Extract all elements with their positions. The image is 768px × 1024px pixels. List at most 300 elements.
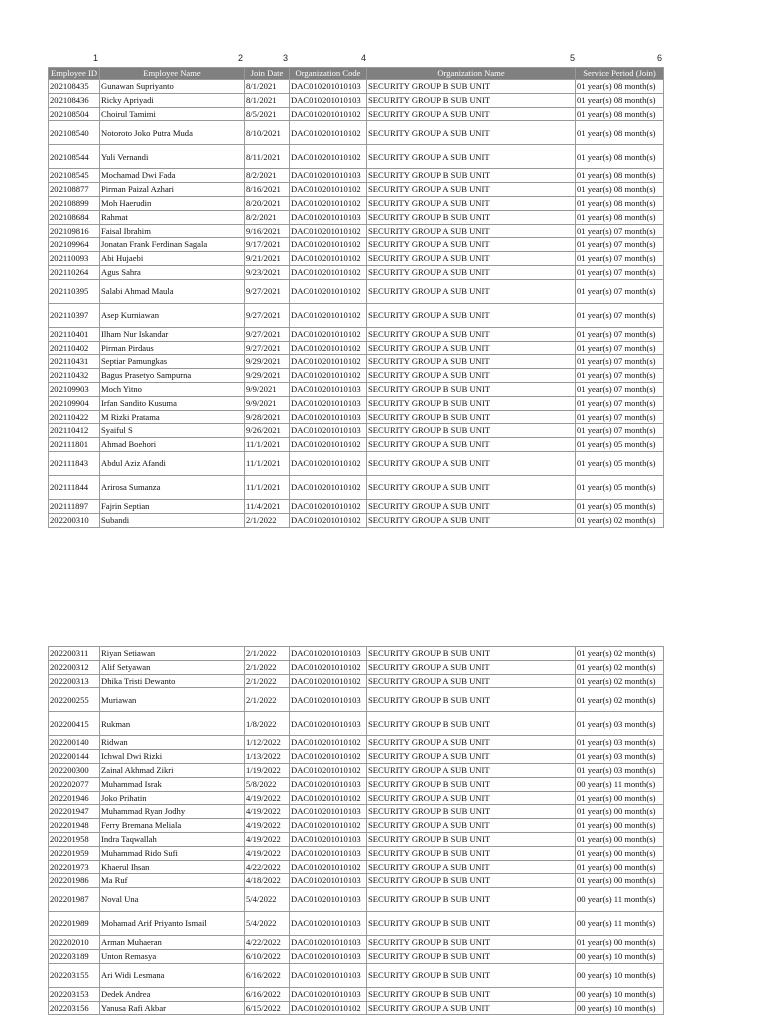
organization-code-cell: DAC010201010102 xyxy=(290,736,367,750)
organization-code-cell: DAC010201010102 xyxy=(290,660,367,674)
join-date-cell: 4/22/2022 xyxy=(245,860,290,874)
join-date-cell: 9/27/2021 xyxy=(245,279,290,303)
employee-name-cell: Alif Setyawan xyxy=(100,660,245,674)
join-date-cell: 8/1/2021 xyxy=(245,80,290,94)
join-date-cell: 9/27/2021 xyxy=(245,327,290,341)
table-row xyxy=(49,341,664,355)
employee-name-cell: Mochamad Dwi Fada xyxy=(100,169,245,183)
join-date-cell: 2/1/2022 xyxy=(245,674,290,688)
organization-code-cell: DAC010201010102 xyxy=(290,674,367,688)
join-date-cell: 2/1/2022 xyxy=(245,660,290,674)
organization-name-cell: SECURITY GROUP B SUB UNIT xyxy=(367,987,576,1001)
organization-code-cell: DAC010201010103 xyxy=(290,963,367,987)
table-row xyxy=(49,327,664,341)
employee-name-cell: Muhammad Ryan Jodhy xyxy=(100,805,245,819)
join-date-cell: 6/16/2022 xyxy=(245,963,290,987)
service-period-cell: 01 year(s) 00 month(s) xyxy=(576,874,664,888)
employee-name-cell: Salabi Ahmad Maula xyxy=(100,279,245,303)
employee-id-cell: 202108545 xyxy=(49,169,100,183)
table-row xyxy=(49,647,664,661)
service-period-cell: 01 year(s) 02 month(s) xyxy=(576,647,664,661)
service-period-cell: 01 year(s) 07 month(s) xyxy=(576,265,664,279)
table-row xyxy=(49,712,664,736)
table-row xyxy=(49,410,664,424)
organization-name-cell: SECURITY GROUP A SUB UNIT xyxy=(367,791,576,805)
column-number: 5 xyxy=(570,53,576,63)
table-row xyxy=(49,846,664,860)
table-row xyxy=(49,874,664,888)
organization-name-cell: SECURITY GROUP A SUB UNIT xyxy=(367,438,576,452)
service-period-cell: 01 year(s) 03 month(s) xyxy=(576,712,664,736)
table-row xyxy=(49,736,664,750)
organization-name-cell: SECURITY GROUP A SUB UNIT xyxy=(367,107,576,121)
organization-name-cell: SECURITY GROUP B SUB UNIT xyxy=(367,169,576,183)
service-period-cell: 01 year(s) 00 month(s) xyxy=(576,805,664,819)
service-period-cell: 01 year(s) 05 month(s) xyxy=(576,499,664,513)
service-period-cell: 01 year(s) 07 month(s) xyxy=(576,424,664,438)
organization-code-cell: DAC010201010103 xyxy=(290,712,367,736)
organization-name-cell: SECURITY GROUP A SUB UNIT xyxy=(367,265,576,279)
service-period-cell: 01 year(s) 08 month(s) xyxy=(576,107,664,121)
organization-name-cell: SECURITY GROUP A SUB UNIT xyxy=(367,1001,576,1015)
service-period-cell: 01 year(s) 08 month(s) xyxy=(576,183,664,197)
employee-name-cell: Choirul Tamimi xyxy=(100,107,245,121)
organization-code-cell: DAC010201010102 xyxy=(290,819,367,833)
organization-code-cell: DAC010201010103 xyxy=(290,987,367,1001)
employee-id-cell: 202111844 xyxy=(49,475,100,499)
employee-name-cell: Pirman Paizal Azhari xyxy=(100,183,245,197)
service-period-cell: 01 year(s) 00 month(s) xyxy=(576,791,664,805)
employee-id-cell: 202202077 xyxy=(49,777,100,791)
join-date-cell: 4/19/2022 xyxy=(245,846,290,860)
employee-id-cell: 202110401 xyxy=(49,327,100,341)
service-period-cell: 01 year(s) 08 month(s) xyxy=(576,93,664,107)
employee-name-cell: Irfan Sandito Kusuma xyxy=(100,396,245,410)
organization-code-cell: DAC010201010103 xyxy=(290,424,367,438)
service-period-cell: 01 year(s) 07 month(s) xyxy=(576,327,664,341)
organization-name-cell: SECURITY GROUP B SUB UNIT xyxy=(367,396,576,410)
table-row xyxy=(49,860,664,874)
employee-name-cell: Arirosa Sumanza xyxy=(100,475,245,499)
employee-name-cell: Arman Muhaeran xyxy=(100,936,245,950)
organization-code-cell: DAC010201010102 xyxy=(290,513,367,527)
employee-id-cell: 202109964 xyxy=(49,238,100,252)
service-period-cell: 01 year(s) 08 month(s) xyxy=(576,121,664,145)
join-date-cell: 4/22/2022 xyxy=(245,936,290,950)
table-row xyxy=(49,936,664,950)
organization-code-cell: DAC010201010102 xyxy=(290,1001,367,1015)
organization-code-cell: DAC010201010102 xyxy=(290,145,367,169)
join-date-cell: 11/4/2021 xyxy=(245,499,290,513)
join-date-cell: 9/23/2021 xyxy=(245,265,290,279)
employee-id-cell: 202201987 xyxy=(49,888,100,912)
service-period-cell: 00 year(s) 11 month(s) xyxy=(576,912,664,936)
organization-name-cell: SECURITY GROUP B SUB UNIT xyxy=(367,936,576,950)
employee-name-cell: Pirman Pirdaus xyxy=(100,341,245,355)
organization-name-cell: SECURITY GROUP B SUB UNIT xyxy=(367,846,576,860)
employee-id-cell: 202110422 xyxy=(49,410,100,424)
organization-code-cell: DAC010201010103 xyxy=(290,832,367,846)
join-date-cell: 6/16/2022 xyxy=(245,987,290,1001)
organization-code-cell: DAC010201010103 xyxy=(290,210,367,224)
service-period-cell: 00 year(s) 10 month(s) xyxy=(576,1001,664,1015)
join-date-cell: 2/1/2022 xyxy=(245,647,290,661)
join-date-cell: 1/13/2022 xyxy=(245,750,290,764)
employee-id-cell: 202109904 xyxy=(49,396,100,410)
organization-name-cell: SECURITY GROUP B SUB UNIT xyxy=(367,647,576,661)
table-row xyxy=(49,80,664,94)
join-date-cell: 8/5/2021 xyxy=(245,107,290,121)
join-date-cell: 8/1/2021 xyxy=(245,93,290,107)
employee-id-cell: 202201946 xyxy=(49,791,100,805)
service-period-cell: 01 year(s) 07 month(s) xyxy=(576,410,664,424)
organization-code-cell: DAC010201010102 xyxy=(290,327,367,341)
organization-code-cell: DAC010201010103 xyxy=(290,80,367,94)
join-date-cell: 5/4/2022 xyxy=(245,888,290,912)
table-row xyxy=(49,107,664,121)
organization-name-cell: SECURITY GROUP B SUB UNIT xyxy=(367,712,576,736)
join-date-cell: 1/19/2022 xyxy=(245,763,290,777)
organization-name-cell: SECURITY GROUP A SUB UNIT xyxy=(367,819,576,833)
organization-code-cell: DAC010201010103 xyxy=(290,647,367,661)
organization-code-cell: DAC010201010103 xyxy=(290,396,367,410)
employee-id-cell: 202200310 xyxy=(49,513,100,527)
organization-name-cell: SECURITY GROUP B SUB UNIT xyxy=(367,912,576,936)
table-row xyxy=(49,279,664,303)
employee-name-cell: Agus Sahra xyxy=(100,265,245,279)
employee-table-top xyxy=(48,67,664,528)
organization-name-cell: SECURITY GROUP B SUB UNIT xyxy=(367,688,576,712)
organization-code-cell: DAC010201010102 xyxy=(290,238,367,252)
table-row xyxy=(49,832,664,846)
column-number: 1 xyxy=(93,53,99,63)
employee-name-cell: M Rizki Pratama xyxy=(100,410,245,424)
service-period-cell: 01 year(s) 07 month(s) xyxy=(576,238,664,252)
service-period-cell: 01 year(s) 00 month(s) xyxy=(576,846,664,860)
employee-id-cell: 202108899 xyxy=(49,196,100,210)
organization-name-cell: SECURITY GROUP B SUB UNIT xyxy=(367,424,576,438)
organization-name-cell: SECURITY GROUP A SUB UNIT xyxy=(367,183,576,197)
employee-name-cell: Ahmad Boehori xyxy=(100,438,245,452)
header-organization-name: Organization Name xyxy=(367,68,576,80)
employee-id-cell: 202108436 xyxy=(49,93,100,107)
employee-id-cell: 202200144 xyxy=(49,750,100,764)
employee-name-cell: Yanusa Rafi Akbar xyxy=(100,1001,245,1015)
organization-code-cell: DAC010201010103 xyxy=(290,688,367,712)
employee-name-cell: Khaerul Ihsan xyxy=(100,860,245,874)
header-service-period: Service Period (Join) xyxy=(576,68,664,80)
employee-name-cell: Moh Haerudin xyxy=(100,196,245,210)
employee-name-cell: Joko Prihatin xyxy=(100,791,245,805)
employee-name-cell: Jonatan Frank Ferdinan Sagala xyxy=(100,238,245,252)
employee-name-cell: Mohamad Arif Priyanto Ismail xyxy=(100,912,245,936)
service-period-cell: 01 year(s) 05 month(s) xyxy=(576,438,664,452)
organization-code-cell: DAC010201010102 xyxy=(290,107,367,121)
service-period-cell: 01 year(s) 08 month(s) xyxy=(576,80,664,94)
join-date-cell: 11/1/2021 xyxy=(245,451,290,475)
employee-name-cell: Muhammad Rido Sufi xyxy=(100,846,245,860)
employee-id-cell: 202201947 xyxy=(49,805,100,819)
employee-table-bottom xyxy=(48,646,664,1015)
employee-id-cell: 202203189 xyxy=(49,949,100,963)
employee-id-cell: 202108504 xyxy=(49,107,100,121)
employee-name-cell: Abdul Aziz Afandi xyxy=(100,451,245,475)
employee-id-cell: 202201986 xyxy=(49,874,100,888)
employee-name-cell: Rahmat xyxy=(100,210,245,224)
organization-code-cell: DAC010201010102 xyxy=(290,183,367,197)
organization-code-cell: DAC010201010102 xyxy=(290,121,367,145)
table-row xyxy=(49,382,664,396)
employee-id-cell: 202200312 xyxy=(49,660,100,674)
organization-name-cell: SECURITY GROUP B SUB UNIT xyxy=(367,210,576,224)
table-row xyxy=(49,238,664,252)
organization-name-cell: SECURITY GROUP A SUB UNIT xyxy=(367,196,576,210)
table-row xyxy=(49,513,664,527)
join-date-cell: 9/27/2021 xyxy=(245,303,290,327)
service-period-cell: 01 year(s) 05 month(s) xyxy=(576,475,664,499)
organization-name-cell: SECURITY GROUP B SUB UNIT xyxy=(367,949,576,963)
employee-name-cell: Septiar Pamungkas xyxy=(100,355,245,369)
organization-code-cell: DAC010201010102 xyxy=(290,265,367,279)
join-date-cell: 8/20/2021 xyxy=(245,196,290,210)
organization-name-cell: SECURITY GROUP A SUB UNIT xyxy=(367,451,576,475)
employee-id-cell: 202200313 xyxy=(49,674,100,688)
employee-name-cell: Fajrin Septian xyxy=(100,499,245,513)
organization-code-cell: DAC010201010102 xyxy=(290,279,367,303)
service-period-cell: 00 year(s) 11 month(s) xyxy=(576,888,664,912)
organization-name-cell: SECURITY GROUP A SUB UNIT xyxy=(367,369,576,383)
join-date-cell: 4/18/2022 xyxy=(245,874,290,888)
organization-code-cell: DAC010201010102 xyxy=(290,791,367,805)
organization-name-cell: SECURITY GROUP A SUB UNIT xyxy=(367,355,576,369)
join-date-cell: 5/8/2022 xyxy=(245,777,290,791)
organization-code-cell: DAC010201010103 xyxy=(290,912,367,936)
join-date-cell: 11/1/2021 xyxy=(245,475,290,499)
employee-id-cell: 202200311 xyxy=(49,647,100,661)
employee-name-cell: Muriawan xyxy=(100,688,245,712)
join-date-cell: 8/11/2021 xyxy=(245,145,290,169)
employee-name-cell: Gunawan Supriyanto xyxy=(100,80,245,94)
table-row xyxy=(49,987,664,1001)
employee-name-cell: Dedek Andrea xyxy=(100,987,245,1001)
employee-id-cell: 202108684 xyxy=(49,210,100,224)
employee-id-cell: 202110264 xyxy=(49,265,100,279)
employee-name-cell: Faisal Ibrahim xyxy=(100,224,245,238)
service-period-cell: 01 year(s) 02 month(s) xyxy=(576,688,664,712)
organization-code-cell: DAC010201010102 xyxy=(290,341,367,355)
join-date-cell: 5/4/2022 xyxy=(245,912,290,936)
employee-name-cell: Riyan Setiawan xyxy=(100,647,245,661)
service-period-cell: 01 year(s) 07 month(s) xyxy=(576,396,664,410)
table-row xyxy=(49,819,664,833)
employee-name-cell: Yuli Vernandi xyxy=(100,145,245,169)
service-period-cell: 01 year(s) 08 month(s) xyxy=(576,196,664,210)
organization-code-cell: DAC010201010102 xyxy=(290,369,367,383)
employee-name-cell: Unton Remasya xyxy=(100,949,245,963)
organization-code-cell: DAC010201010102 xyxy=(290,475,367,499)
table-row xyxy=(49,183,664,197)
organization-name-cell: SECURITY GROUP A SUB UNIT xyxy=(367,763,576,777)
join-date-cell: 9/27/2021 xyxy=(245,341,290,355)
service-period-cell: 00 year(s) 10 month(s) xyxy=(576,963,664,987)
organization-name-cell: SECURITY GROUP A SUB UNIT xyxy=(367,660,576,674)
employee-name-cell: Zainal Akhmad Zikri xyxy=(100,763,245,777)
service-period-cell: 01 year(s) 02 month(s) xyxy=(576,674,664,688)
service-period-cell: 01 year(s) 07 month(s) xyxy=(576,279,664,303)
employee-id-cell: 202201959 xyxy=(49,846,100,860)
join-date-cell: 8/2/2021 xyxy=(245,169,290,183)
employee-name-cell: Rukman xyxy=(100,712,245,736)
table-row xyxy=(49,888,664,912)
service-period-cell: 00 year(s) 11 month(s) xyxy=(576,777,664,791)
employee-name-cell: Syaiful S xyxy=(100,424,245,438)
join-date-cell: 6/10/2022 xyxy=(245,949,290,963)
organization-code-cell: DAC010201010102 xyxy=(290,224,367,238)
join-date-cell: 1/8/2022 xyxy=(245,712,290,736)
table-row xyxy=(49,121,664,145)
table-row xyxy=(49,451,664,475)
table-row xyxy=(49,196,664,210)
table-row xyxy=(49,355,664,369)
join-date-cell: 2/1/2022 xyxy=(245,688,290,712)
service-period-cell: 01 year(s) 07 month(s) xyxy=(576,355,664,369)
organization-name-cell: SECURITY GROUP A SUB UNIT xyxy=(367,674,576,688)
service-period-cell: 01 year(s) 08 month(s) xyxy=(576,169,664,183)
table-row xyxy=(49,750,664,764)
join-date-cell: 9/28/2021 xyxy=(245,410,290,424)
organization-code-cell: DAC010201010103 xyxy=(290,382,367,396)
service-period-cell: 01 year(s) 00 month(s) xyxy=(576,936,664,950)
organization-code-cell: DAC010201010103 xyxy=(290,888,367,912)
service-period-cell: 01 year(s) 07 month(s) xyxy=(576,341,664,355)
table-row xyxy=(49,763,664,777)
service-period-cell: 00 year(s) 10 month(s) xyxy=(576,949,664,963)
organization-name-cell: SECURITY GROUP A SUB UNIT xyxy=(367,238,576,252)
organization-name-cell: SECURITY GROUP A SUB UNIT xyxy=(367,224,576,238)
organization-name-cell: SECURITY GROUP A SUB UNIT xyxy=(367,475,576,499)
join-date-cell: 2/1/2022 xyxy=(245,513,290,527)
table-row xyxy=(49,369,664,383)
table-row xyxy=(49,93,664,107)
column-number: 3 xyxy=(283,53,289,63)
join-date-cell: 4/19/2022 xyxy=(245,805,290,819)
organization-code-cell: DAC010201010103 xyxy=(290,846,367,860)
employee-name-cell: Ricky Apriyadi xyxy=(100,93,245,107)
organization-code-cell: DAC010201010103 xyxy=(290,777,367,791)
employee-id-cell: 202110395 xyxy=(49,279,100,303)
header-employee-id: Employee ID xyxy=(49,68,100,80)
organization-code-cell: DAC010201010102 xyxy=(290,451,367,475)
employee-id-cell: 202108544 xyxy=(49,145,100,169)
header-join-date: Join Date xyxy=(245,68,290,80)
employee-name-cell: Ridwan xyxy=(100,736,245,750)
join-date-cell: 1/12/2022 xyxy=(245,736,290,750)
table-row xyxy=(49,499,664,513)
employee-name-cell: Noval Una xyxy=(100,888,245,912)
employee-name-cell: Notoroto Joko Putra Muda xyxy=(100,121,245,145)
employee-id-cell: 202110093 xyxy=(49,252,100,266)
organization-code-cell: DAC010201010102 xyxy=(290,355,367,369)
service-period-cell: 01 year(s) 08 month(s) xyxy=(576,145,664,169)
table-row xyxy=(49,805,664,819)
organization-name-cell: SECURITY GROUP A SUB UNIT xyxy=(367,341,576,355)
table-row xyxy=(49,688,664,712)
table-row xyxy=(49,674,664,688)
table-row xyxy=(49,963,664,987)
employee-id-cell: 202110402 xyxy=(49,341,100,355)
employee-id-cell: 202201958 xyxy=(49,832,100,846)
organization-name-cell: SECURITY GROUP B SUB UNIT xyxy=(367,777,576,791)
organization-code-cell: DAC010201010103 xyxy=(290,410,367,424)
table-row xyxy=(49,210,664,224)
organization-code-cell: DAC010201010102 xyxy=(290,252,367,266)
table-row xyxy=(49,252,664,266)
employee-id-cell: 202108877 xyxy=(49,183,100,197)
employee-name-cell: Ma Ruf xyxy=(100,874,245,888)
table-row xyxy=(49,303,664,327)
employee-name-cell: Ilham Nur Iskandar xyxy=(100,327,245,341)
table-row xyxy=(49,660,664,674)
organization-name-cell: SECURITY GROUP B SUB UNIT xyxy=(367,832,576,846)
join-date-cell: 4/19/2022 xyxy=(245,832,290,846)
employee-id-cell: 202203153 xyxy=(49,987,100,1001)
service-period-cell: 00 year(s) 10 month(s) xyxy=(576,987,664,1001)
organization-name-cell: SECURITY GROUP B SUB UNIT xyxy=(367,93,576,107)
service-period-cell: 01 year(s) 00 month(s) xyxy=(576,819,664,833)
employee-name-cell: Bagus Prasetyo Sampurna xyxy=(100,369,245,383)
organization-name-cell: SECURITY GROUP B SUB UNIT xyxy=(367,382,576,396)
organization-code-cell: DAC010201010102 xyxy=(290,196,367,210)
column-number-row xyxy=(0,53,768,65)
header-organization-code: Organization Code xyxy=(290,68,367,80)
organization-name-cell: SECURITY GROUP A SUB UNIT xyxy=(367,513,576,527)
table-row xyxy=(49,145,664,169)
organization-name-cell: SECURITY GROUP A SUB UNIT xyxy=(367,252,576,266)
column-number: 6 xyxy=(657,53,663,63)
organization-code-cell: DAC010201010102 xyxy=(290,860,367,874)
organization-name-cell: SECURITY GROUP A SUB UNIT xyxy=(367,750,576,764)
service-period-cell: 01 year(s) 07 month(s) xyxy=(576,224,664,238)
table-header-row xyxy=(49,68,664,80)
employee-name-cell: Dhika Tristi Dewanto xyxy=(100,674,245,688)
employee-name-cell: Subandi xyxy=(100,513,245,527)
organization-name-cell: SECURITY GROUP B SUB UNIT xyxy=(367,80,576,94)
organization-name-cell: SECURITY GROUP B SUB UNIT xyxy=(367,805,576,819)
organization-name-cell: SECURITY GROUP A SUB UNIT xyxy=(367,121,576,145)
employee-id-cell: 202108435 xyxy=(49,80,100,94)
join-date-cell: 9/9/2021 xyxy=(245,382,290,396)
organization-code-cell: DAC010201010102 xyxy=(290,763,367,777)
table-row xyxy=(49,475,664,499)
table-row xyxy=(49,438,664,452)
organization-code-cell: DAC010201010103 xyxy=(290,805,367,819)
table-row xyxy=(49,396,664,410)
service-period-cell: 01 year(s) 03 month(s) xyxy=(576,736,664,750)
employee-id-cell: 202109816 xyxy=(49,224,100,238)
column-number: 2 xyxy=(238,53,244,63)
organization-name-cell: SECURITY GROUP A SUB UNIT xyxy=(367,499,576,513)
employee-id-cell: 202111897 xyxy=(49,499,100,513)
organization-code-cell: DAC010201010102 xyxy=(290,438,367,452)
organization-name-cell: SECURITY GROUP B SUB UNIT xyxy=(367,888,576,912)
table-row xyxy=(49,224,664,238)
table-row xyxy=(49,265,664,279)
organization-code-cell: DAC010201010102 xyxy=(290,303,367,327)
join-date-cell: 9/26/2021 xyxy=(245,424,290,438)
service-period-cell: 01 year(s) 02 month(s) xyxy=(576,660,664,674)
organization-code-cell: DAC010201010103 xyxy=(290,93,367,107)
organization-name-cell: SECURITY GROUP B SUB UNIT xyxy=(367,410,576,424)
